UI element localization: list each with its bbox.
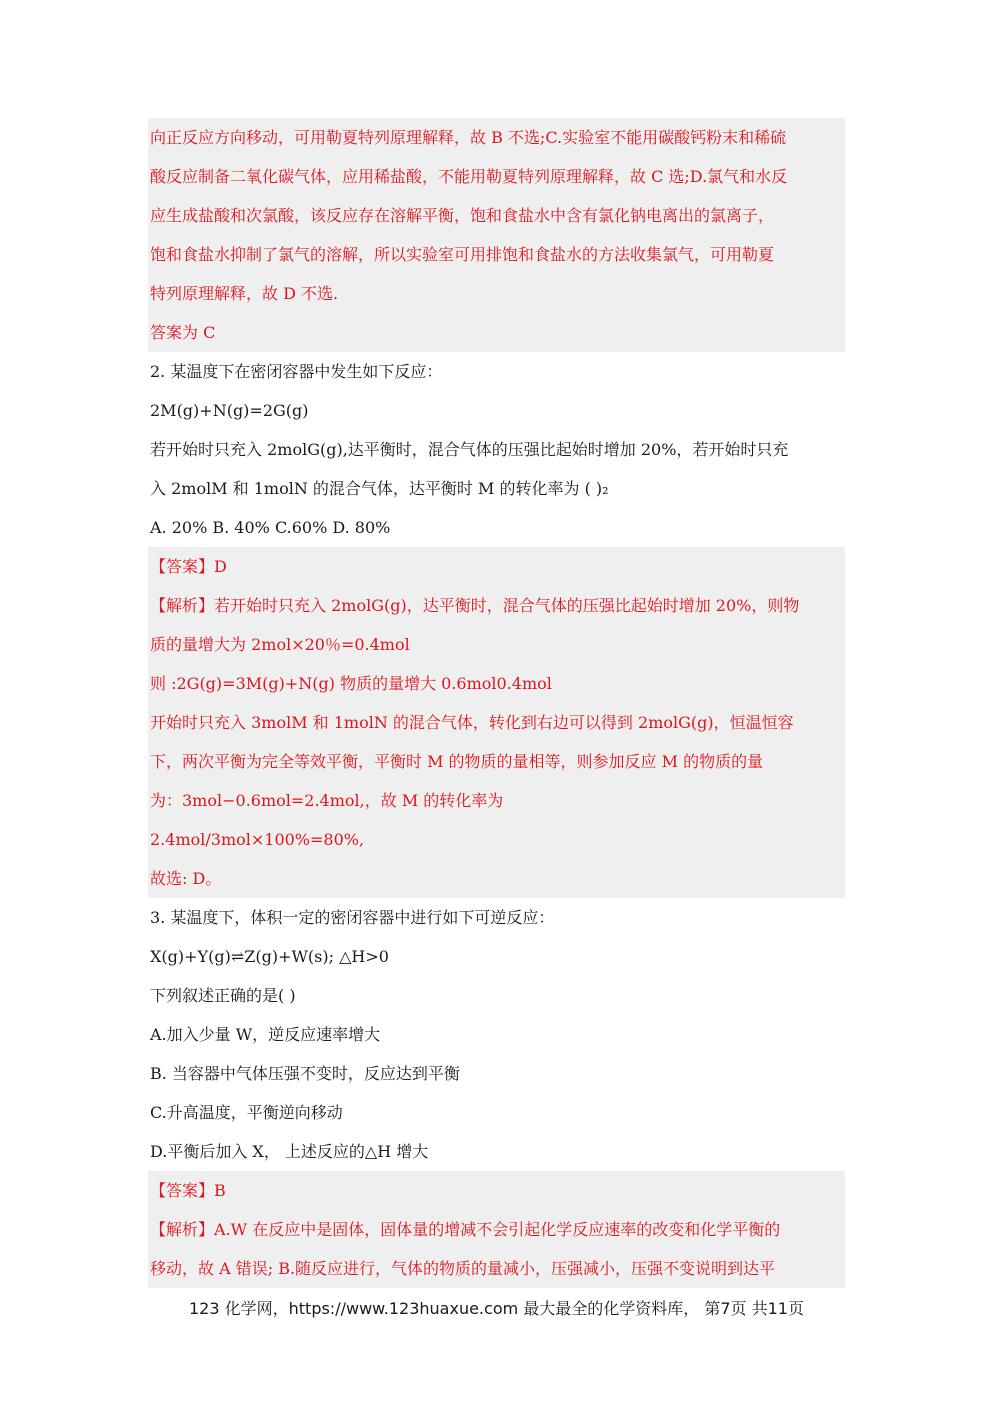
question-2-text: 若开始时只充入 2molG(g),达平衡时，混合气体的压强比起始时增加 20%，若开始时只充 — [150, 440, 789, 459]
solution-block-q1 — [148, 118, 845, 352]
option-c: C.升高温度，平衡逆向移动 — [150, 1103, 343, 1122]
question-2-options: A. 20% B. 40% C.60% D. 80% — [150, 518, 391, 537]
option-b: B. 当容器中气体压强不变时，反应达到平衡 — [150, 1064, 460, 1083]
analysis-line: 故选: D。 — [150, 869, 222, 888]
question-2-equation: 2M(g)+N(g)=2G(g) — [150, 401, 309, 420]
solution-line: 酸反应制备二氧化碳气体，应用稀盐酸，不能用勒夏特列原理解释，故 C 选;D.氯气和水反 — [150, 167, 788, 186]
option-d: D.平衡后加入 X， 上述反应的△H 增大 — [150, 1142, 429, 1161]
question-3-equation: X(g)+Y(g)⇌Z(g)+W(s); △H>0 — [150, 947, 389, 966]
question-2-text: 入 2molM 和 1molN 的混合气体，达平衡时 M 的转化率为 ( )₂ — [150, 479, 609, 498]
analysis-line: 为：3mol−0.6mol=2.4mol,，故 M 的转化率为 — [150, 791, 504, 810]
analysis-line — [148, 586, 845, 625]
answer-line — [148, 547, 845, 586]
analysis-line: 开始时只充入 3molM 和 1molN 的混合气体，转化到右边可以得到 2molG(g)，恒温恒容 — [150, 713, 794, 732]
answer-line: 答案为 C — [150, 323, 216, 342]
analysis-line: 移动，故 A 错误; B.随反应进行，气体的物质的量减小，压强减小，压强不变说明到达平 — [150, 1259, 776, 1278]
analysis-text: A.W 在反应中是固体，固体量的增减不会引起化学反应速率的改变和化学平衡的 — [214, 1220, 781, 1239]
page-footer: 123 化学网，https://www.123huaxue.com 最大最全的化学资料库， 第7页 共11页 — [189, 1299, 804, 1318]
analysis-line: 则 :2G(g)=3M(g)+N(g) 物质的量增大 0.6mol0.4mol — [150, 674, 552, 693]
solution-line: 饱和食盐水抑制了氯气的溶解，所以实验室可用排饱和食盐水的方法收集氯气，可用勒夏 — [150, 245, 775, 264]
analysis-label: 【解析】 — [150, 1220, 215, 1239]
question-2-stem: 2. 某温度下在密闭容器中发生如下反应： — [150, 362, 443, 381]
analysis-label: 【解析】 — [150, 596, 215, 615]
answer-label: 【答案】 — [150, 557, 215, 576]
document-body — [148, 118, 845, 1288]
solution-block-q3 — [148, 1171, 845, 1288]
analysis-line: 2.4mol/3mol×100%=80%, — [150, 830, 365, 849]
analysis-text: 若开始时只充入 2molG(g)，达平衡时，混合气体的压强比起始时增加 20%，则物 — [214, 596, 800, 615]
analysis-line — [148, 1210, 845, 1249]
question-3-stem: 3. 某温度下，体积一定的密闭容器中进行如下可逆反应： — [150, 908, 555, 927]
answer-value: D — [214, 557, 227, 576]
analysis-line: 下，两次平衡为完全等效平衡，平衡时 M 的物质的量相等，则参加反应 M 的物质的量 — [150, 752, 764, 771]
answer-value: B — [214, 1181, 226, 1200]
question-3-prompt: 下列叙述正确的是( ) — [150, 986, 296, 1005]
analysis-line: 质的量增大为 2mol×20％=0.4mol — [150, 635, 410, 654]
answer-line — [148, 1171, 845, 1210]
solution-line: 向正反应方向移动，可用勒夏特列原理解释，故 B 不选;C.实验室不能用碳酸钙粉末和稀硫 — [150, 128, 787, 147]
solution-line: 应生成盐酸和次氯酸，该反应存在溶解平衡，饱和食盐水中含有氯化钠电离出的氯离子， — [150, 206, 775, 225]
option-a: A.加入少量 W，逆反应速率增大 — [150, 1025, 381, 1044]
answer-label: 【答案】 — [150, 1181, 215, 1200]
solution-line: 特列原理解释，故 D 不选. — [150, 284, 339, 303]
solution-block-q2 — [148, 547, 845, 898]
